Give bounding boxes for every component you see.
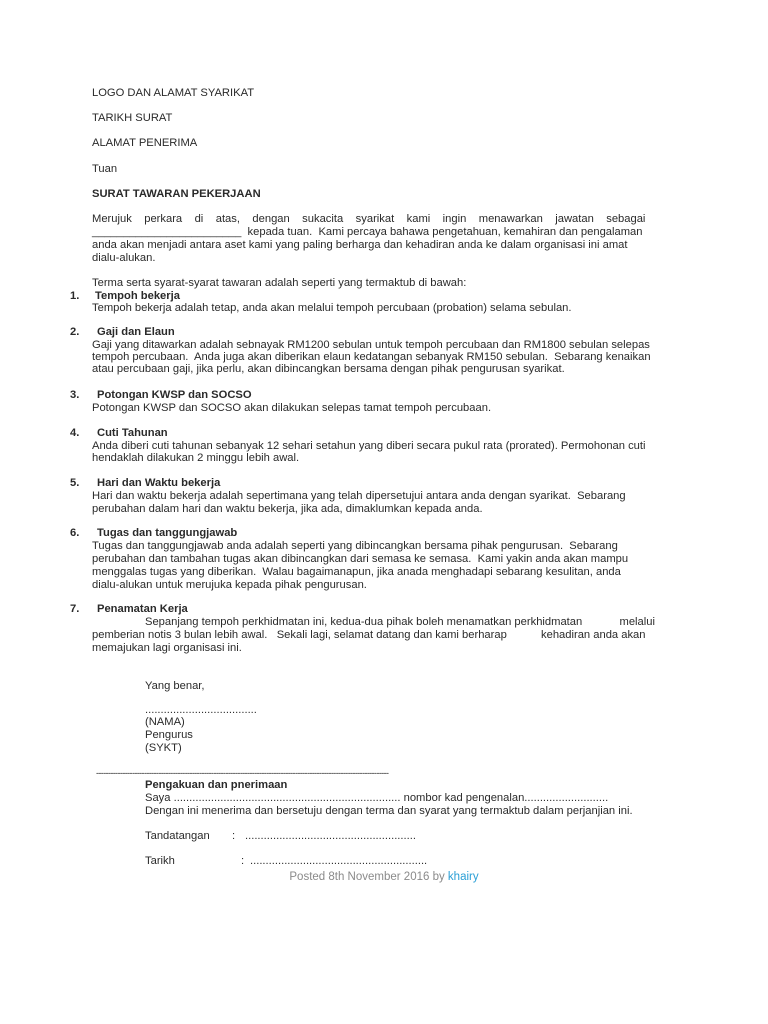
section-text: menggalas tugas yang diberikan. Walau bagaimanapun, jika anada menghadapi sebarang kesulitan, anda xyxy=(92,566,621,578)
section-heading: Penamatan Kerja xyxy=(97,603,188,615)
date-label: Tarikh xyxy=(145,855,175,867)
acknowledgement-heading: Pengakuan dan pnerimaan xyxy=(145,779,288,791)
section-number: 1. xyxy=(70,290,80,302)
acknowledgement-line: Saya ......................................................................... nombor kad pengenalan........................... xyxy=(145,792,609,804)
section-number: 5. xyxy=(70,477,80,489)
section-heading: Tempoh bekerja xyxy=(95,290,180,302)
section-text: perubahan dan tambahan tugas akan dibincangkan dari semasa ke semasa. Kami yakin anda akan mampu xyxy=(92,553,629,565)
posted-text: Posted 8th November 2016 by xyxy=(289,871,448,883)
recipient-address: ALAMAT PENERIMA xyxy=(92,137,198,149)
section-text: Anda diberi cuti tahunan sebanyak 12 sehari setahun yang diberi secara pukul rata (prorated). Permohonan cuti xyxy=(92,440,646,452)
signatory-position: Pengurus xyxy=(145,729,193,741)
section-text: memajukan lagi organisasi ini. xyxy=(92,642,242,654)
section-text: hendaklah dilakukan 2 minggu lebih awal. xyxy=(92,452,300,464)
date-dots: ......................................................... xyxy=(250,855,428,867)
section-number: 3. xyxy=(70,389,80,401)
section-text: Potongan KWSP dan SOCSO akan dilakukan selepas tamat tempoh percubaan. xyxy=(92,402,492,414)
signatory-name: (NAMA) xyxy=(145,716,185,728)
section-text: Hari dan waktu bekerja adalah sepertimana yang telah dipersetujui antara anda dengan syarikat. Sebarang xyxy=(92,490,626,502)
section-text: perubahan dalam hari dan waktu bekerja, jika ada, dimaklumkan kepada anda. xyxy=(92,503,483,515)
intro-line-1: Merujuk perkara di atas, dengan sukacita syarikat kami ingin menawarkan jawatan sebagai xyxy=(92,213,646,225)
section-text: Tugas dan tanggungjawab anda adalah seperti yang dibincangkan bersama pihak pengurusan. Sebarang xyxy=(92,540,618,552)
section-number: 2. xyxy=(70,326,80,338)
intro-line-3: anda akan menjadi antara aset kami yang paling berharga dan kehadiran anda ke dalam organisasi ini amat xyxy=(92,239,628,251)
section-number: 6. xyxy=(70,527,80,539)
cut-line-separator: -------------------------------------------------------------------------------------------------------------------------- xyxy=(96,768,389,778)
intro-line-2: ________________________ kepada tuan. Kami percaya bahawa pengetahuan, kemahiran dan pengalaman xyxy=(92,226,643,238)
post-footer xyxy=(0,871,768,884)
section-number: 7. xyxy=(70,603,80,615)
section-heading: Cuti Tahunan xyxy=(97,427,168,439)
section-text: Gaji yang ditawarkan adalah sebnayak RM1200 sebulan untuk tempoh percubaan dan RM1800 sebulan selepas xyxy=(92,339,650,351)
section-text: Tempoh bekerja adalah tetap, anda akan melalui tempoh percubaan (probation) selama sebulan. xyxy=(92,302,572,314)
terms-intro: Terma serta syarat-syarat tawaran adalah seperti yang termaktub di bawah: xyxy=(92,277,467,289)
signature-colon: : xyxy=(232,830,236,842)
section-heading: Gaji dan Elaun xyxy=(97,326,175,338)
intro-line-4: dialu-alukan. xyxy=(92,252,156,264)
section-heading: Potongan KWSP dan SOCSO xyxy=(97,389,252,401)
signature-dots: ....................................................... xyxy=(245,830,416,842)
signature-label: Tandatangan xyxy=(145,830,210,842)
closing-regards: Yang benar, xyxy=(145,680,205,692)
acknowledgement-line: Dengan ini menerima dan bersetuju dengan terma dan syarat yang termaktub dalam perjanjian ini. xyxy=(145,805,633,817)
signature-line: .................................... xyxy=(145,704,257,716)
signatory-company: (SYKT) xyxy=(145,742,182,754)
section-heading: Tugas dan tanggungjawab xyxy=(97,527,238,539)
letter-title: SURAT TAWARAN PEKERJAAN xyxy=(92,188,261,200)
section-text: atau percubaan gaji, jika perlu, akan dibincangkan bersama dengan pihak pengurusan syarikat. xyxy=(92,363,565,375)
letter-date: TARIKH SURAT xyxy=(92,112,173,124)
section-text: pemberian notis 3 bulan lebih awal. Sekali lagi, selamat datang dan kami berharap kehadiran anda akan xyxy=(92,629,646,641)
section-number: 4. xyxy=(70,427,80,439)
section-heading: Hari dan Waktu bekerja xyxy=(97,477,221,489)
section-text: Sepanjang tempoh perkhidmatan ini, kedua-dua pihak boleh menamatkan perkhidmatan melalui xyxy=(145,616,655,628)
author-link[interactable]: khairy xyxy=(447,871,479,883)
section-text: dialu-alukan untuk merujuka kepada pihak pengurusan. xyxy=(92,579,367,591)
logo-address: LOGO DAN ALAMAT SYARIKAT xyxy=(92,87,255,99)
date-colon: : xyxy=(241,855,245,867)
section-text: tempoh percubaan. Anda juga akan diberikan elaun kedatangan sebanyak RM150 sebulan. Sebarang kenaikan xyxy=(92,351,651,363)
salutation: Tuan xyxy=(92,163,118,175)
